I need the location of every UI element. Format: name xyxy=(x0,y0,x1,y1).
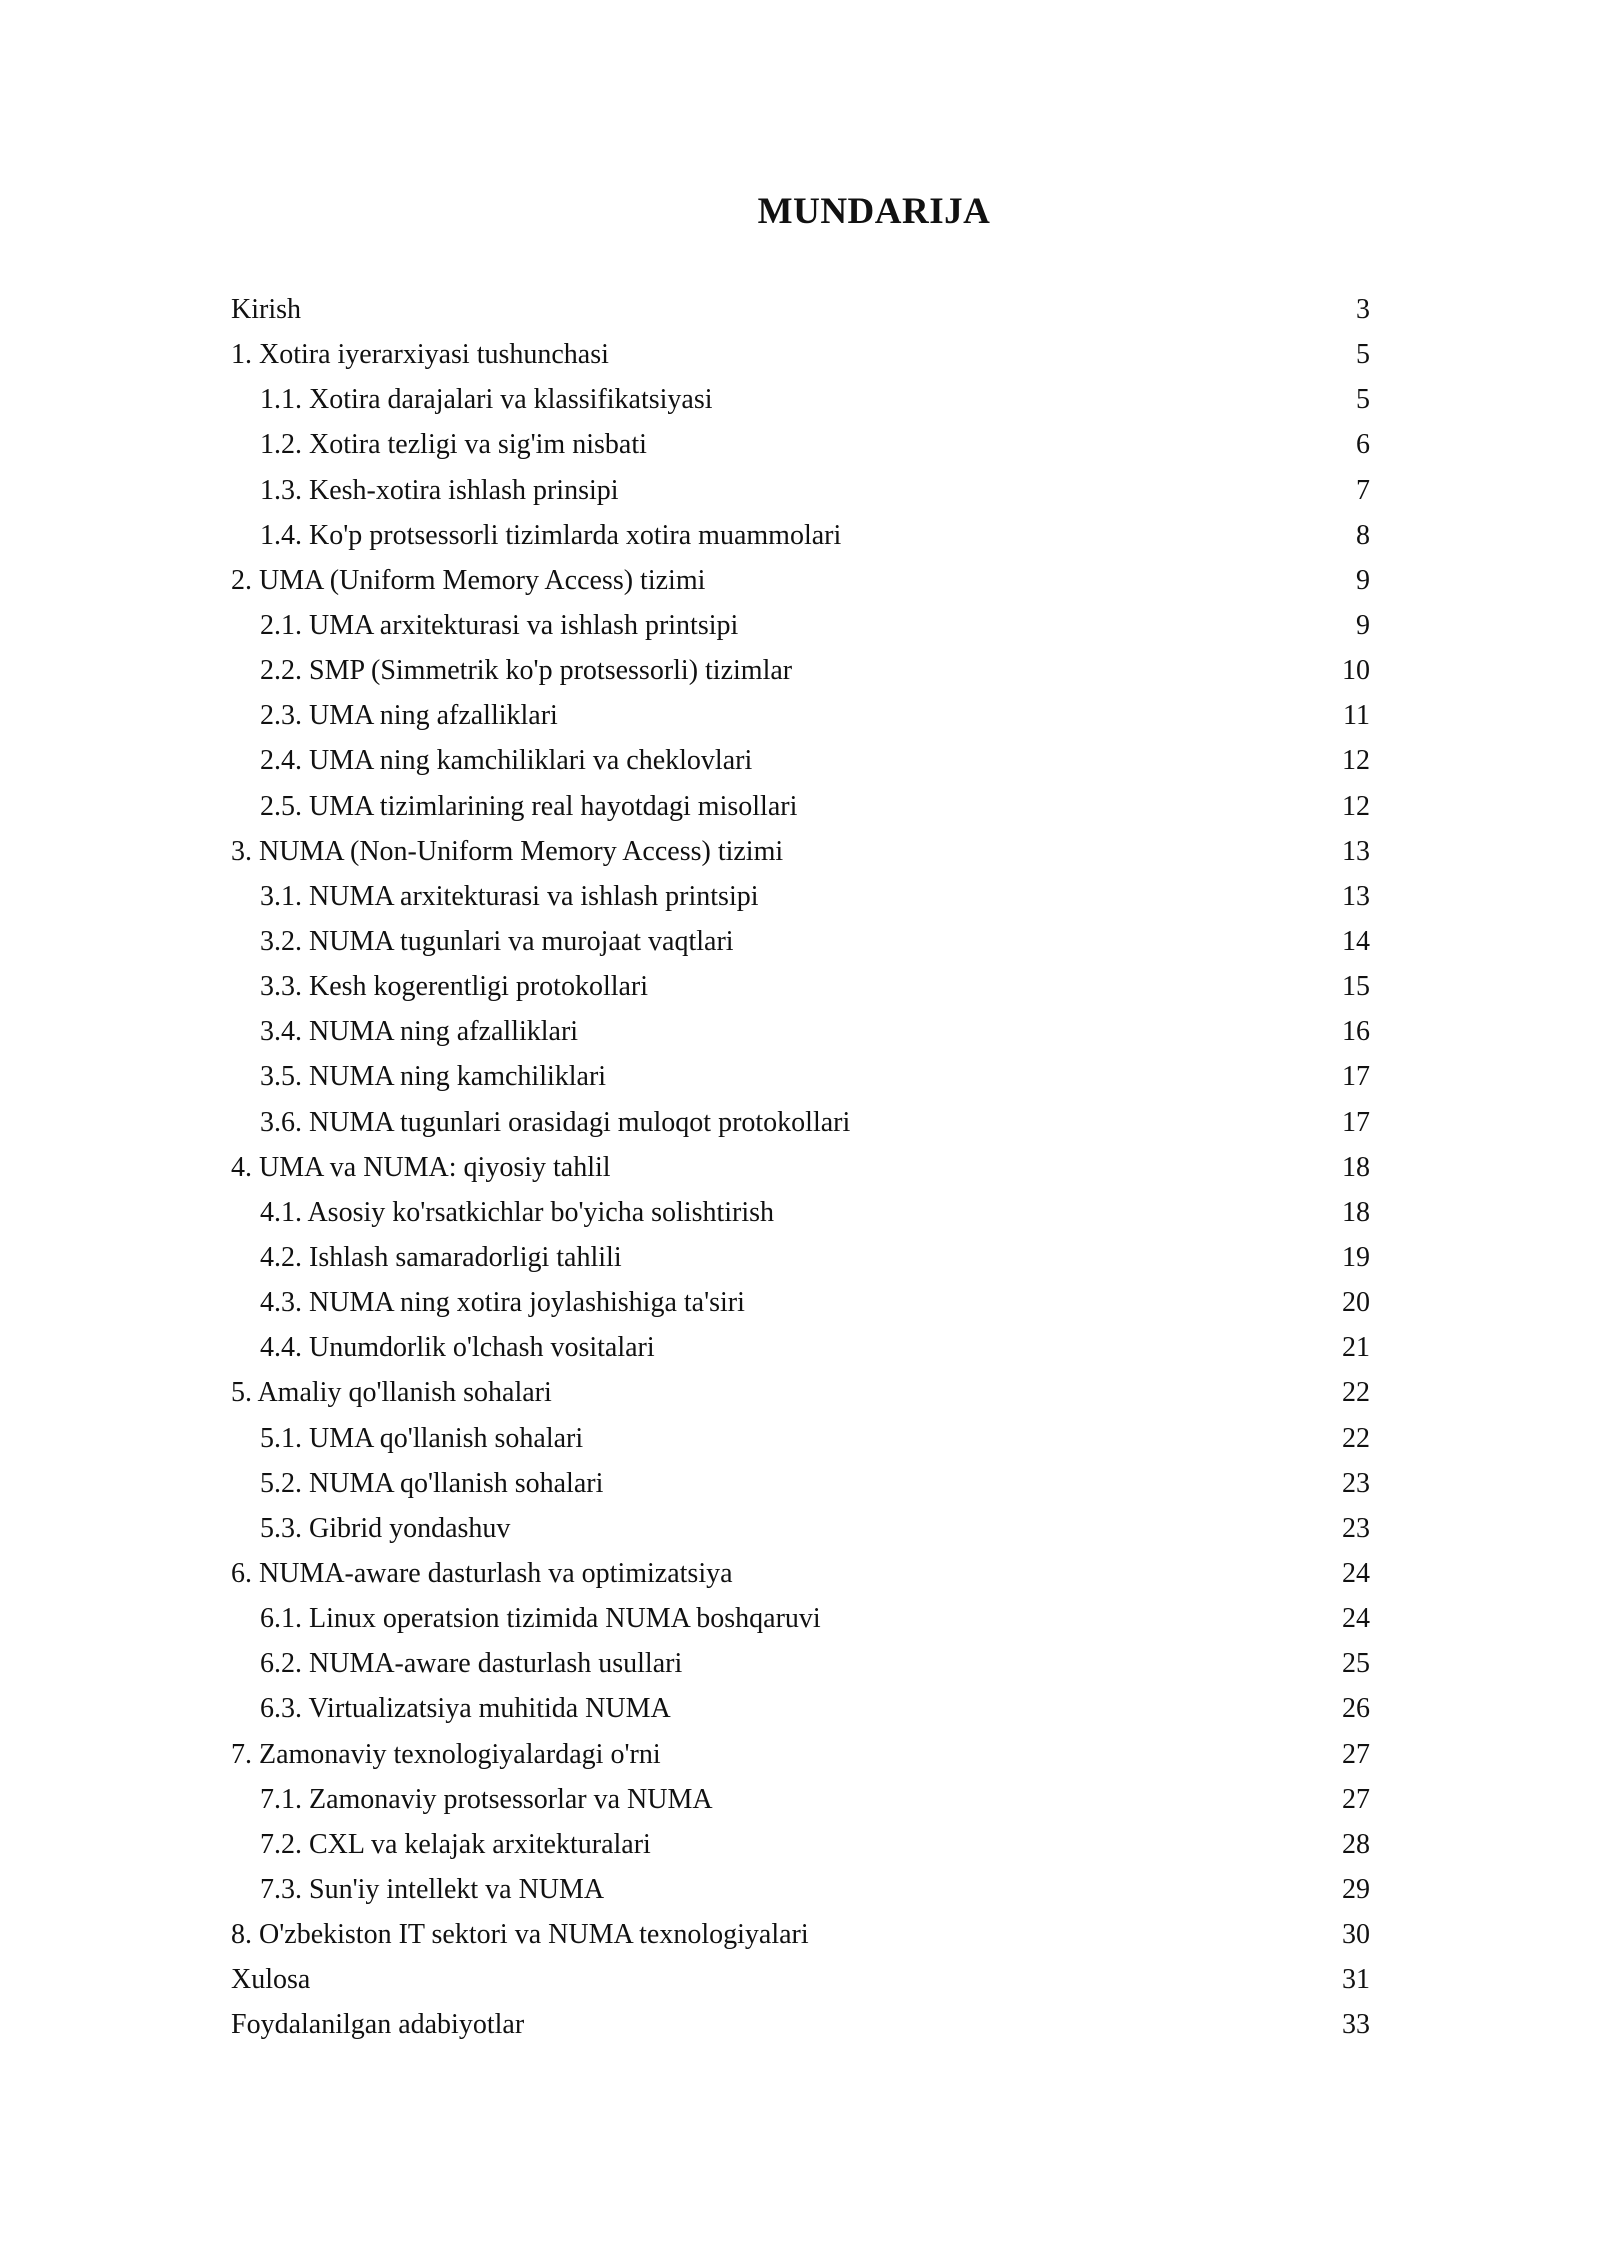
toc-entry xyxy=(231,2002,1370,2047)
toc-entry xyxy=(231,1822,1370,1867)
toc-entry-label: 7.2. CXL va kelajak arxitekturalari xyxy=(260,1828,651,1860)
toc-entry xyxy=(231,1235,1370,1280)
toc-entry-page-number: 6 xyxy=(1356,429,1370,461)
table-of-contents xyxy=(231,287,1370,2047)
toc-entry-page-number: 28 xyxy=(1342,1828,1370,1860)
toc-entry-page-number: 22 xyxy=(1342,1377,1370,1409)
toc-entry xyxy=(231,829,1370,874)
toc-entry xyxy=(231,1551,1370,1596)
toc-entry-page-number: 27 xyxy=(1342,1738,1370,1770)
toc-entry-page-number: 5 xyxy=(1356,384,1370,416)
toc-entry-page-number: 29 xyxy=(1342,1873,1370,1905)
toc-entry-page-number: 9 xyxy=(1356,609,1370,641)
toc-entry-label: 3.1. NUMA arxitekturasi va ishlash printsipi xyxy=(260,880,759,912)
toc-entry-page-number: 23 xyxy=(1342,1512,1370,1544)
toc-entry-page-number: 33 xyxy=(1342,2009,1370,2041)
toc-entry-page-number: 9 xyxy=(1356,564,1370,596)
toc-entry xyxy=(231,693,1370,738)
toc-entry-label: 3.5. NUMA ning kamchiliklari xyxy=(260,1061,607,1093)
toc-entry-page-number: 21 xyxy=(1342,1332,1370,1364)
toc-entry-page-number: 13 xyxy=(1342,835,1370,867)
toc-entry xyxy=(231,332,1370,377)
toc-entry xyxy=(231,558,1370,603)
toc-entry-page-number: 22 xyxy=(1342,1422,1370,1454)
toc-entry xyxy=(231,1009,1370,1054)
toc-entry-page-number: 12 xyxy=(1342,790,1370,822)
toc-entry-label: 2.4. UMA ning kamchiliklari va cheklovlari xyxy=(260,745,753,777)
toc-entry-page-number: 12 xyxy=(1342,745,1370,777)
toc-entry-page-number: 24 xyxy=(1342,1557,1370,1589)
toc-entry xyxy=(231,648,1370,693)
toc-entry xyxy=(231,1641,1370,1686)
toc-entry xyxy=(231,1912,1370,1957)
toc-entry-label: 4.1. Asosiy ko'rsatkichlar bo'yicha solishtirish xyxy=(260,1196,775,1228)
toc-entry xyxy=(231,738,1370,783)
toc-entry xyxy=(231,1732,1370,1777)
toc-entry-label: 6.3. Virtualizatsiya muhitida NUMA xyxy=(260,1693,671,1725)
toc-entry-label: 6. NUMA-aware dasturlash va optimizatsiya xyxy=(231,1557,733,1589)
toc-entry-page-number: 23 xyxy=(1342,1467,1370,1499)
toc-entry xyxy=(231,1280,1370,1325)
toc-entry-label: 3.3. Kesh kogerentligi protokollari xyxy=(260,971,649,1003)
toc-entry xyxy=(231,1190,1370,1235)
toc-entry xyxy=(231,1596,1370,1641)
toc-entry xyxy=(231,1461,1370,1506)
toc-entry-label: 7.3. Sun'iy intellekt va NUMA xyxy=(260,1873,605,1905)
toc-entry-label: 6.1. Linux operatsion tizimida NUMA boshqaruvi xyxy=(260,1603,821,1635)
toc-entry-label: 2.2. SMP (Simmetrik ko'p protsessorli) tizimlar xyxy=(260,655,793,687)
toc-entry-label: 1.3. Kesh-xotira ishlash prinsipi xyxy=(260,474,619,506)
toc-entry xyxy=(231,1506,1370,1551)
toc-entry-page-number: 11 xyxy=(1343,700,1370,732)
toc-entry-label: 3.6. NUMA tugunlari orasidagi muloqot protokollari xyxy=(260,1106,851,1138)
toc-entry-label: 5. Amaliy qo'llanish sohalari xyxy=(231,1377,552,1409)
toc-entry-label: 2.3. UMA ning afzalliklari xyxy=(260,700,558,732)
toc-entry xyxy=(231,1777,1370,1822)
page-title: MUNDARIJA xyxy=(757,191,991,232)
toc-entry xyxy=(231,422,1370,467)
toc-entry xyxy=(231,468,1370,513)
toc-entry xyxy=(231,874,1370,919)
toc-entry-label: 1.1. Xotira darajalari va klassifikatsiyasi xyxy=(260,384,713,416)
toc-entry xyxy=(231,1100,1370,1145)
toc-entry-label: 5.3. Gibrid yondashuv xyxy=(260,1512,511,1544)
toc-entry xyxy=(231,1325,1370,1370)
toc-entry xyxy=(231,964,1370,1009)
toc-entry-page-number: 31 xyxy=(1342,1964,1370,1996)
toc-entry-label: 3. NUMA (Non-Uniform Memory Access) tizimi xyxy=(231,835,784,867)
toc-entry-label: 2.1. UMA arxitekturasi va ishlash printsipi xyxy=(260,609,739,641)
toc-entry-label: 1.4. Ko'p protsessorli tizimlarda xotira muammolari xyxy=(260,519,842,551)
toc-entry-label: 4.4. Unumdorlik o'lchash vositalari xyxy=(260,1332,655,1364)
toc-entry-page-number: 26 xyxy=(1342,1693,1370,1725)
toc-entry xyxy=(231,1416,1370,1461)
toc-entry xyxy=(231,1957,1370,2002)
toc-entry-label: 4.2. Ishlash samaradorligi tahlili xyxy=(260,1241,622,1273)
toc-entry xyxy=(231,377,1370,422)
toc-entry xyxy=(231,287,1370,332)
toc-entry-label: Foydalanilgan adabiyotlar xyxy=(231,2009,525,2041)
toc-entry-page-number: 10 xyxy=(1342,655,1370,687)
toc-entry-page-number: 30 xyxy=(1342,1919,1370,1951)
toc-entry-label: 2. UMA (Uniform Memory Access) tizimi xyxy=(231,564,706,596)
toc-entry-label: 6.2. NUMA-aware dasturlash usullari xyxy=(260,1648,683,1680)
toc-entry-page-number: 8 xyxy=(1356,519,1370,551)
toc-entry-page-number: 19 xyxy=(1342,1241,1370,1273)
toc-entry-page-number: 27 xyxy=(1342,1783,1370,1815)
toc-entry-page-number: 3 xyxy=(1356,294,1370,325)
toc-entry-label: 7. Zamonaviy texnologiyalardagi o'rni xyxy=(231,1738,661,1770)
toc-entry xyxy=(231,603,1370,648)
toc-entry-label: Xulosa xyxy=(231,1964,311,1996)
toc-entry xyxy=(231,1370,1370,1415)
toc-entry-page-number: 17 xyxy=(1342,1106,1370,1138)
toc-entry xyxy=(231,513,1370,558)
toc-entry-page-number: 7 xyxy=(1356,474,1370,506)
toc-entry-page-number: 15 xyxy=(1342,971,1370,1003)
toc-entry-page-number: 24 xyxy=(1342,1603,1370,1635)
toc-entry-label: 1.2. Xotira tezligi va sig'im nisbati xyxy=(260,429,647,461)
toc-entry-page-number: 16 xyxy=(1342,1016,1370,1048)
toc-entry-label: 7.1. Zamonaviy protsessorlar va NUMA xyxy=(260,1783,713,1815)
toc-entry-page-number: 5 xyxy=(1356,339,1370,371)
toc-entry-page-number: 18 xyxy=(1342,1151,1370,1183)
toc-entry xyxy=(231,1054,1370,1099)
toc-entry-page-number: 18 xyxy=(1342,1196,1370,1228)
toc-entry-page-number: 13 xyxy=(1342,880,1370,912)
toc-entry-label: 4.3. NUMA ning xotira joylashishiga ta'siri xyxy=(260,1287,745,1319)
toc-entry-label: 8. O'zbekiston IT sektori va NUMA texnologiyalari xyxy=(231,1919,809,1951)
toc-entry-label: 1. Xotira iyerarxiyasi tushunchasi xyxy=(231,339,609,371)
toc-entry xyxy=(231,1686,1370,1731)
toc-entry xyxy=(231,919,1370,964)
toc-entry-label: 5.2. NUMA qo'llanish sohalari xyxy=(260,1467,604,1499)
toc-entry-page-number: 17 xyxy=(1342,1061,1370,1093)
toc-entry-label: 3.4. NUMA ning afzalliklari xyxy=(260,1016,579,1048)
toc-entry-label: 5.1. UMA qo'llanish sohalari xyxy=(260,1422,584,1454)
toc-entry-page-number: 25 xyxy=(1342,1648,1370,1680)
toc-entry-label: Kirish xyxy=(231,294,301,325)
toc-entry xyxy=(231,1145,1370,1190)
toc-entry xyxy=(231,784,1370,829)
toc-entry-label: 2.5. UMA tizimlarining real hayotdagi misollari xyxy=(260,790,798,822)
toc-entry-label: 4. UMA va NUMA: qiyosiy tahlil xyxy=(231,1151,611,1183)
toc-entry-page-number: 20 xyxy=(1342,1287,1370,1319)
toc-entry-label: 3.2. NUMA tugunlari va murojaat vaqtlari xyxy=(260,925,734,957)
toc-entry xyxy=(231,1867,1370,1912)
toc-entry-page-number: 14 xyxy=(1342,925,1370,957)
